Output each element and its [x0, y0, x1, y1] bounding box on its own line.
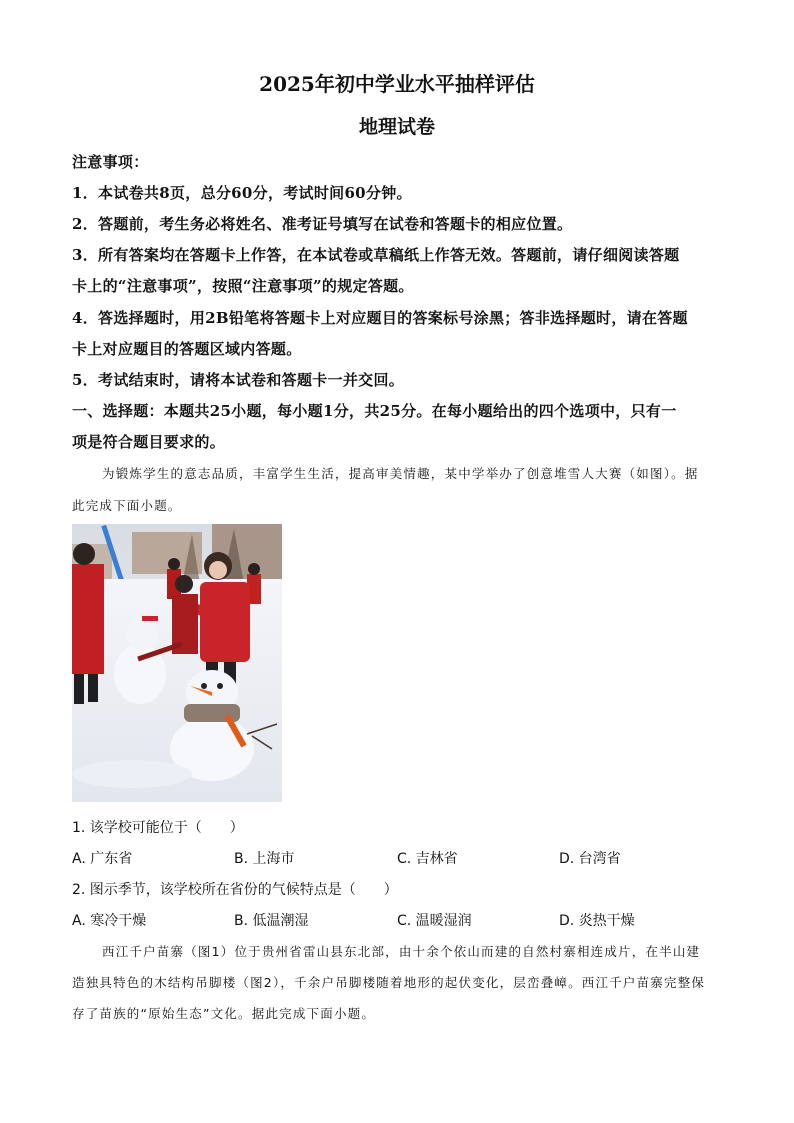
question-2-option-b[interactable]: B. 低温潮湿	[234, 913, 309, 929]
exam-subject: 地理试卷	[358, 116, 435, 138]
passage-text: 存了苗族的“原始生态”文化。据此完成下面小题。	[72, 1006, 376, 1021]
section-heading-cont: 项是符合题目要求的。	[72, 433, 226, 451]
exam-title: 2025年初中学业水平抽样评估	[259, 72, 535, 96]
notice-item: 卡上的“注意事项”，按照“注意事项”的规定答题。	[72, 277, 414, 295]
notice-item: 4．答选择题时，用2B铅笔将答题卡上对应题目的答案标号涂黑；答非选择题时，请在答题	[72, 309, 688, 327]
question-1-stem: 1. 该学校可能位于（ ）	[72, 820, 244, 836]
snowman-contest-photo	[72, 524, 282, 802]
question-1-option-d[interactable]: D. 台湾省	[559, 851, 621, 867]
notice-item: 3．所有答案均在答题卡上作答，在本试卷或草稿纸上作答无效。答题前，请仔细阅读答题	[72, 246, 680, 264]
section-heading: 一、选择题：本题共25小题，每小题1分，共25分。在每小题给出的四个选项中，只有一	[72, 402, 677, 420]
notice-item: 2．答题前，考生务必将姓名、准考证号填写在试卷和答题卡的相应位置。	[72, 215, 573, 233]
question-2-option-a[interactable]: A. 寒冷干燥	[72, 913, 147, 929]
passage-text: 此完成下面小题。	[72, 498, 182, 513]
question-2-option-d[interactable]: D. 炎热干燥	[559, 913, 635, 929]
question-1-option-b[interactable]: B. 上海市	[234, 851, 295, 867]
notice-item: 5．考试结束时，请将本试卷和答题卡一并交回。	[72, 371, 405, 389]
question-2-stem: 2. 图示季节，该学校所在省份的气候特点是（ ）	[72, 882, 398, 898]
passage-text: 为锻炼学生的意志品质，丰富学生生活，提高审美情趣，某中学举办了创意堆雪人大赛（如图）。据	[102, 466, 699, 481]
passage-text: 西江千户苗寨（图1）位于贵州省雷山县东北部，由十余个依山而建的自然村寨相连成片，在半山建	[102, 944, 701, 959]
question-1-option-a[interactable]: A. 广东省	[72, 851, 133, 867]
question-1-option-c[interactable]: C. 吉林省	[397, 851, 458, 867]
notice-item: 卡上对应题目的答题区域内答题。	[72, 340, 302, 358]
passage-text: 造独具特色的木结构吊脚楼（图2），千余户吊脚楼随着地形的起伏变化，层峦叠嶂。西江千户苗寨完整保	[72, 975, 706, 990]
notice-heading: 注意事项：	[72, 153, 149, 171]
notice-item: 1．本试卷共8页，总分60分，考试时间60分钟。	[72, 184, 412, 202]
question-2-option-c[interactable]: C. 温暖湿润	[397, 913, 472, 929]
